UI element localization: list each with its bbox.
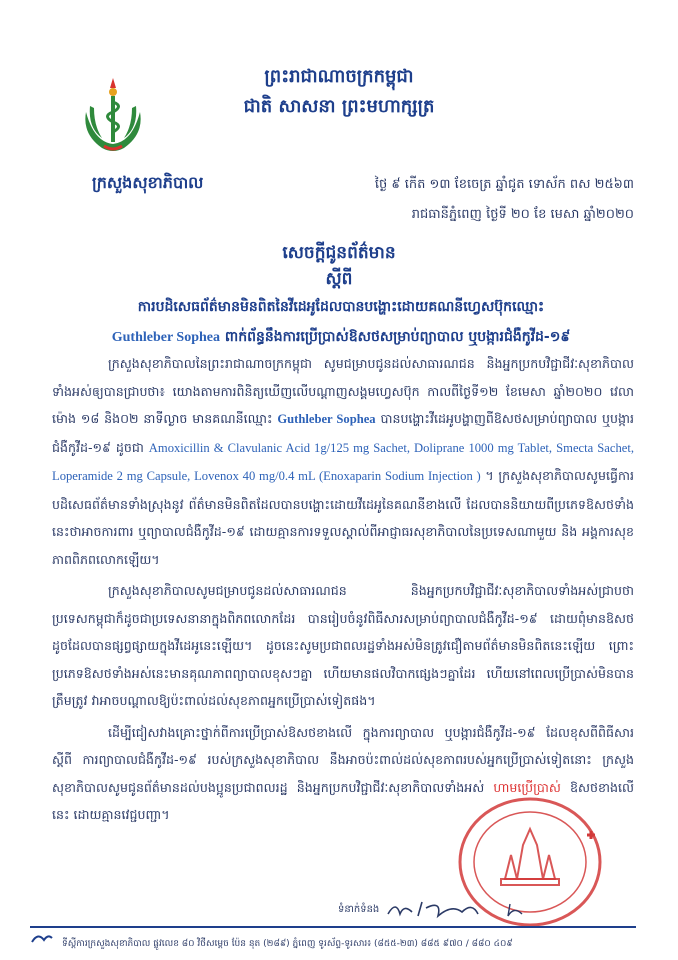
- kingdom-line-1: ព្រះរាជាណាចក្រកម្ពុជា: [264, 66, 414, 87]
- lunar-date: ថ្ងៃ ៩ កើត ១៣ ខែចេត្រ ឆ្នាំជូត ទោស័ក ពស ២៥៦៣: [374, 177, 634, 192]
- subject-account-name: Guthleber Sophea: [111, 330, 220, 345]
- paragraph-1: [52, 350, 634, 573]
- prohibition-text: ហាមប្រើប្រាស់: [493, 779, 561, 795]
- signature-area: [338, 898, 532, 920]
- solar-date: រាជធានីភ្នំពេញ ថ្ងៃទី ២០ ខែ មេសា ឆ្នាំ២០២០: [411, 207, 634, 222]
- ministry-name: ក្រសួងសុខាភិបាល: [92, 173, 204, 192]
- footer-divider: [30, 926, 636, 928]
- subject-line-1: ការបដិសេធព័ត៌មានមិនពិតនៃវីដេអូដែលបានបង្ហោះដោយគណនីហ្វេសប៊ុកឈ្មោះ: [137, 299, 545, 315]
- footer-logo-icon: [30, 930, 54, 946]
- document-subject: [52, 292, 630, 353]
- document-title: សេចក្តីជូនព័ត៌មាន: [282, 243, 396, 263]
- kingdom-line-2: ជាតិ សាសនា ព្រះមហាក្សត្រ: [243, 96, 435, 117]
- footer-address: ទីស្តីការក្រសួងសុខាភិបាល ផ្លូវលេខ ៨០ វិថីសម្តេច ប៉ែន នុត (២៨៩) ភ្នំពេញ ទូរស័ព្ទ-ទូរសារ៖ (៨៥៥-២៣) ៨៨៥ ៩៧០ / ៨៨០ ៤០៩: [62, 939, 513, 949]
- paragraph-3-text-a: ដើម្បីជៀសវាងគ្រោះថ្នាក់ពីការប្រើប្រាស់ឱសថខាងលើ ក្នុងការព្យាបាល ឬបង្ការជំងឺកូវីដ-១៩ ដែលខុសពីពិធីសារ ស្តីពី ការព្យាបាលជំងឺកូវីដ-១៩ របស់ក្រសួងសុខាភិបាល នឹងអាចប៉ះពាល់ដល់សុខភាពរបស់អ្នកប្រើប្រាស់ទៀតនោះ ក្រសួងសុខាភិបាលសូមជូនព័ត៌មានដល់បងប្អូនប្រជាពលរដ្ឋ និងអ្នកប្រកបវិជ្ជាជីវៈសុខាភិបាលទាំងអស់: [52, 724, 634, 795]
- document-body: [52, 350, 634, 833]
- account-name: Guthleber Sophea: [277, 412, 376, 426]
- subject-line-2: [52, 322, 630, 353]
- paragraph-1-text-a: ក្រសួងសុខាភិបាលនៃព្រះរាជាណាចក្រកម្ពុជា សូមជម្រាបជូនដល់សាធារណជន និងអ្នកប្រកបវិជ្ជាជីវៈសុខាភិបាលទាំងអស់ឲ្យបានជ្រាបថា៖ យោងតាមការពិនិត្យឃើញលើបណ្តាញសង្គមហ្វេសប៊ុក កាលពីថ្ងៃទី១២ ខែមេសា ឆ្នាំ២០២០ វេលាម៉ោង ១៨ និង០២ នាទីល្ងាច មានគណនីឈ្មោះ: [52, 356, 634, 426]
- title-about: ស្តីពី: [325, 269, 353, 289]
- drug-list: Amoxicillin & Clavulanic Acid 1g/125 mg Sachet, Doliprane 1000 mg Tablet, Smecta Sachet, Loperamide 2 mg Capsule, Lovenox 40 mg/0.4 mL (Enoxaparin Sodium Injection ): [52, 440, 634, 483]
- paragraph-3-text-b: ឱសថខាងលើនេះ ដោយគ្មានវេជ្ជបញ្ជា។: [52, 779, 634, 822]
- subject-line-2-text: ពាក់ព័ន្ធនឹងការប្រើប្រាស់ឱសថសម្រាប់ព្យាបាល ឬបង្ការជំងឺកូវីដ-១៩: [224, 329, 571, 345]
- signature-label: ទំនាក់ទំនង: [338, 904, 380, 915]
- paragraph-1-text-c: ។ ក្រសួងសុខាភិបាលសូមធ្វើការបដិសេធព័ត៌មានទាំងស្រុងនូវ ព័ត៌មានមិនពិតដែលបានបង្ហោះដោយវីដេអូនៃគណនីខាងលើ ដែលបាននិយាយពីប្រភេទឱសថទាំងនេះថាអាចការពារ ឬព្យាបាលជំងឺកូវីដ-១៩ ដោយគ្មានការទទួលស្គាល់ពីអាជ្ញាធរសុខាភិបាលនៃប្រទេសណាមួយ និង អង្គការសុខភាពពិភពលោកឡើយ។: [52, 468, 634, 567]
- title-block: [0, 240, 678, 292]
- paragraph-1-text-b: បានបង្ហោះវីដេអូបង្ហាញពីឱសថសម្រាប់ព្យាបាល ឬបង្ការជំងឺកូវីដ-១៩ ដូចជា: [52, 411, 634, 455]
- paragraph-2: ក្រសួងសុខាភិបាលសូមជម្រាបជូនដល់សាធារណជន និងអ្នកប្រកបវិជ្ជាជីវៈសុខាភិបាលទាំងអស់ជ្រាបថា ប្រទេសកម្ពុជាក៏ដូចជាប្រទេសនានាក្នុងពិភពលោកដែរ បានរៀបចំនូវពិធីសារសម្រាប់ព្យាបាលជំងឺកូវីដ-១៩ ដោយពុំមានឱសថ ដូចដែលបានផ្សព្វផ្សាយក្នុងវីដេអូនេះឡើយ។ ដូចនេះសូមប្រជាពលរដ្ឋទាំងអស់មិនត្រូវជឿតាមព័ត៌មានមិនពិតនេះឡើយ ព្រោះប្រភេទឱសថទាំងអស់នេះមានគុណភាពព្យាបាលខុសៗគ្នា ហើយមានផលវិបាកផ្សេងៗគ្នាដែរ ហើយនៅពេលប្រើប្រាស់មិនបានត្រឹមត្រូវ វាអាចបណ្តាលឱ្យប៉ះពាល់ដល់សុខភាពអ្នកប្រើប្រាស់ទៀតផង។: [52, 583, 634, 708]
- signature-scribble-icon: [382, 898, 532, 920]
- kingdom-header: [0, 62, 678, 122]
